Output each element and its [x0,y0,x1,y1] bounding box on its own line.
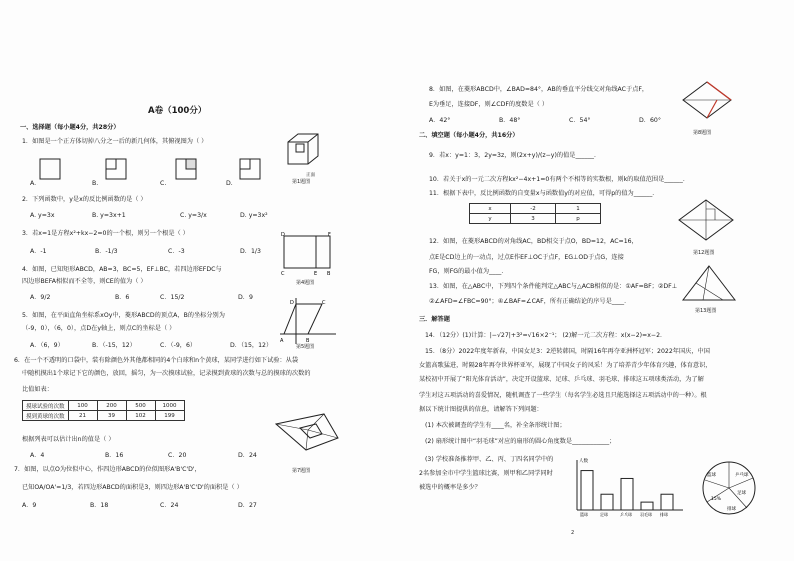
table-row [23,401,185,411]
q12-rhombus-figure [675,196,737,246]
svg-text:D: D [281,232,285,238]
svg-text:B: B [306,338,310,344]
q6-text-c: 比值如表： [22,386,53,393]
page-number: 2 [571,530,575,536]
q8-text-b: E为垂足，连接DF，则∠CDF的度数是（ ） [429,101,549,108]
solve-header: 三．解答题 [419,316,450,323]
q4-text: 4．如图，已知矩形ABCD，AB=3，BC=5，EF⊥BC，若四边形EFDC与 [22,266,222,273]
q4-fig-caption: 第4题图 [296,280,315,286]
q3-opt-a: A．-1 [30,248,47,255]
table-cell: 200 [97,401,126,411]
q6-opt-b: B．16 [105,452,124,459]
q1-fig-label: 正面 [306,173,315,178]
table-cell: p [556,214,601,224]
q2-opt-d: D. y=3x² [240,212,268,219]
svg-text:D: D [290,300,294,306]
q2-text: 2．下列函数中，y是x的反比例函数的是（ ） [22,196,147,203]
table-cell: 199 [155,411,184,421]
q5-opt-a: A．（6，9） [30,342,64,349]
q1-cube-figure [284,130,324,175]
table-cell: 500 [126,401,155,411]
section-title: A卷（100分） [148,106,207,116]
q15-text-d: 学生对这五项活动的喜爱情况，随机调查了一些学生（每名学生必选且只能选择这五项活动中的一种）。根 [419,392,707,399]
table-cell: 100 [68,401,97,411]
table-cell: 3 [511,214,556,224]
pie-label: 15% [711,497,722,502]
q1-opt-d: D. [226,180,233,187]
q6-opt-a: A．4 [30,452,45,459]
q12-fig-caption: 第12题图 [693,250,715,256]
q15-text-e: 据以下统计图提供的信息，请解答下列问题： [419,406,543,413]
table-cell: y [470,214,511,224]
q14-text: 14．（12分）(1)计算：|−√27|+3²=√16×2⁻¹； (2)解一元二次方程：x(x−2)=x−2． [425,332,667,339]
q1-text: 1．如图是一个正方体切掉八分之一后的新几何体，其俯视图为（ ） [22,138,208,145]
svg-text:C: C [281,271,285,277]
bar [601,494,613,510]
q7-text-b: 已知OA/OA'=1/3，若四边形ABCD的面积是3，则四边形A'B'C'D'的面积是（ ） [22,484,243,491]
bar-chart [565,456,687,520]
q8-opt-b: B．48° [499,117,521,124]
fill-header: 二、填空题（每小题4分，共16分） [419,132,519,139]
pie-label: 排球 [727,507,736,512]
pie-label: 乒乓球 [735,473,749,478]
table-cell: -2 [511,204,556,214]
q5-rhombus-figure [278,294,338,346]
q4-opt-b: B．6 [115,294,130,301]
svg-text:F: F [328,232,331,238]
q1-opt-b: B. [92,180,99,187]
q3-opt-d: D．1/3 [240,248,261,255]
q8-opt-a: A．42° [429,117,451,124]
q4-text-b: 四边形BEFA相似而不全等，则CE的值为（ ） [22,278,147,285]
q5-text-b: （-9，0），（6，0），点D在y轴上，则点C的坐标是（ ） [22,325,176,332]
bar-category-label: 羽毛球 [640,512,652,517]
q10-text: 10．若关于x的一元二次方程kx²−4x+1=0有两个不相等的实数根，则k的取值范围是______． [429,176,690,183]
table-cell: 39 [97,411,126,421]
q12-text: 12．如图，在菱形ABCD的对角线AC，BD相交于点O，BD=12，AC=16， [429,238,638,245]
pie-chart [697,456,761,520]
q5-opt-d: D．（15，12） [230,342,273,349]
q15-text-b: 女篮高歌猛进，时隔28年再夺世界杯亚军，展现了中国女子的风采！为了培养青少年体育兴趣，体育意识， [419,362,712,369]
right-page [397,0,794,561]
q6-text-d: 根据列表可以估计出n的值是（ ） [22,436,115,443]
q5-text: 5．如图，在平面直角坐标系xOy中，菱形ABCD的顶点A，B的坐标分别为 [22,312,225,319]
bar-category-label: 篮球 [580,512,588,517]
q1-fig-caption: 第1题图 [292,179,311,185]
q9-text: 9．若x：y=1：3，2y=3z，则(2x+y)/(z−y)的值是______． [429,152,601,159]
q7-fig-caption: 第7题图 [292,468,311,474]
bar [641,502,653,510]
q4-rectangle-figure [280,232,335,277]
table-cell: 摸到黄球的次数 [23,411,69,421]
q6-text-b: 中随机摸出1个球记下它的颜色，放回，摇匀，为一次摸球试验，记录摸到黄球的次数与总的摸球的次数的 [22,370,311,377]
q8-opt-d: D．60° [639,117,661,124]
q15-part3-b: 2名参加全市中学生篮球比赛，则甲和乙同学同时 [419,470,553,477]
q15-part1: (1) 本次被调查的学生有____名，补全条形统计图； [425,422,566,429]
q15-part3-c: 被选中的概率是多少？ [419,484,481,491]
q2-opt-b: B. y=3x+1 [92,212,126,219]
svg-text:A: A [280,338,284,344]
q7-opt-d: D．27 [238,502,257,509]
q7-homothety-figure [272,404,342,456]
q7-text: 7．如图，以点O为位似中心，作四边形ABCD的位似图形A'B'C'D'， [14,466,201,473]
bar [581,471,593,510]
q4-opt-c: C．15/2 [160,294,185,301]
q6-opt-c: C．20 [168,452,187,459]
q6-table [22,400,185,421]
q2-opt-a: A. y=3x [30,212,55,219]
q5-fig-caption: 第5题图 [296,344,315,350]
q4-opt-d: D．9 [238,294,253,301]
q6-opt-d: D．24 [238,452,257,459]
q1-opt-c: C. [160,180,167,187]
bar-chart-ylabel: 人数 [579,459,588,464]
svg-text:C: C [322,300,326,306]
q5-opt-b: B．（-15，12） [92,342,136,349]
q3-opt-c: C．-3 [168,248,185,255]
q15-part3: (3) 学校准备推荐甲、乙、丙、丁四名同学中的 [425,456,554,463]
table-cell: 21 [68,411,97,421]
bar-category-label: 乒乓球 [620,512,632,517]
q15-part2: (2) 扇形统计图中“羽毛球”对应的扇形的圆心角度数是____________； [425,438,616,445]
bar [621,478,633,510]
q8-rhombus-figure [679,78,735,122]
table-cell: 102 [126,411,155,421]
choice-header: 一、选择题（每小题4分，共28分） [20,124,120,131]
table-cell: 1000 [155,401,184,411]
q13-triangle-figure [679,262,739,306]
q13-fig-caption: 第13题图 [695,308,717,314]
table-row [23,411,185,421]
q13-text-b: ②∠AFD=∠FBC=90°；④∠BAF=∠CAF，所有正确结论的序号是____． [429,298,631,305]
table-row [470,204,601,214]
table-cell: x [470,204,511,214]
q7-opt-a: A．9 [22,502,37,509]
q12-text-c: FG，则FG的最小值为____． [429,268,508,275]
q8-fig-caption: 第8题图 [693,130,712,136]
q11-table [469,203,601,224]
table-row [470,214,601,224]
q3-opt-b: B．-1/3 [95,248,118,255]
q5-opt-c: C．（-9，6） [160,342,197,349]
q2-opt-c: C. y=3/x [180,212,207,219]
q15-text: 15．（8分）2022年度年新春，中国女足3：2逆转韩国，时隔16年再夺亚洲杯冠军；2022年国庆，中国 [425,348,710,355]
pie-label: 篮球 [707,473,716,478]
table-cell: 1 [556,204,601,214]
q4-opt-a: A．9/2 [30,294,51,301]
q7-opt-b: B．18 [90,502,109,509]
q8-opt-c: C．54° [569,117,591,124]
bar-category-label: 足球 [600,512,608,517]
pie-label: 足球 [737,491,746,496]
q8-text: 8．如图，在菱形ABCD中，∠BAD=84°，AB的垂直平分线交对角线AC于点F， [429,86,649,93]
q3-text: 3．若x=1是方程x²+kx−2=0的一个根，则另一个根是（ ） [22,230,189,237]
q12-text-b: 点E是CD边上的一动点，过点E作EF⊥OC于点F，EG⊥OD于点G，连接 [429,254,624,261]
q7-opt-c: C．24 [160,502,179,509]
q1-opt-a: A. [30,180,37,187]
q6-text: 6．在一个不透明的口袋中，装有除颜色外其他都相同的4个白球和n个黄球，某同学进行如下试验：从袋 [14,357,299,364]
bar-category-label: 排球 [660,512,668,517]
q13-text: 13．如图，在△ABC中，下列四个条件能判定△ABC与△ACB相似的是：①AF=BF；②DF⊥ [429,283,678,290]
svg-text:B: B [327,271,331,277]
table-cell: 摸球试验的次数 [23,401,69,411]
bar [661,494,673,510]
svg-text:E: E [314,271,318,277]
q11-text: 11．根据下表中，反比例函数的自变量x与函数值y的对应值，可得p的值为______． [429,190,659,197]
q15-text-c: 某校初中开展了“阳光体育活动”，决定开设篮球、足球、乒乓球、羽毛球、排球这五项球类活动，为了解 [419,376,704,383]
